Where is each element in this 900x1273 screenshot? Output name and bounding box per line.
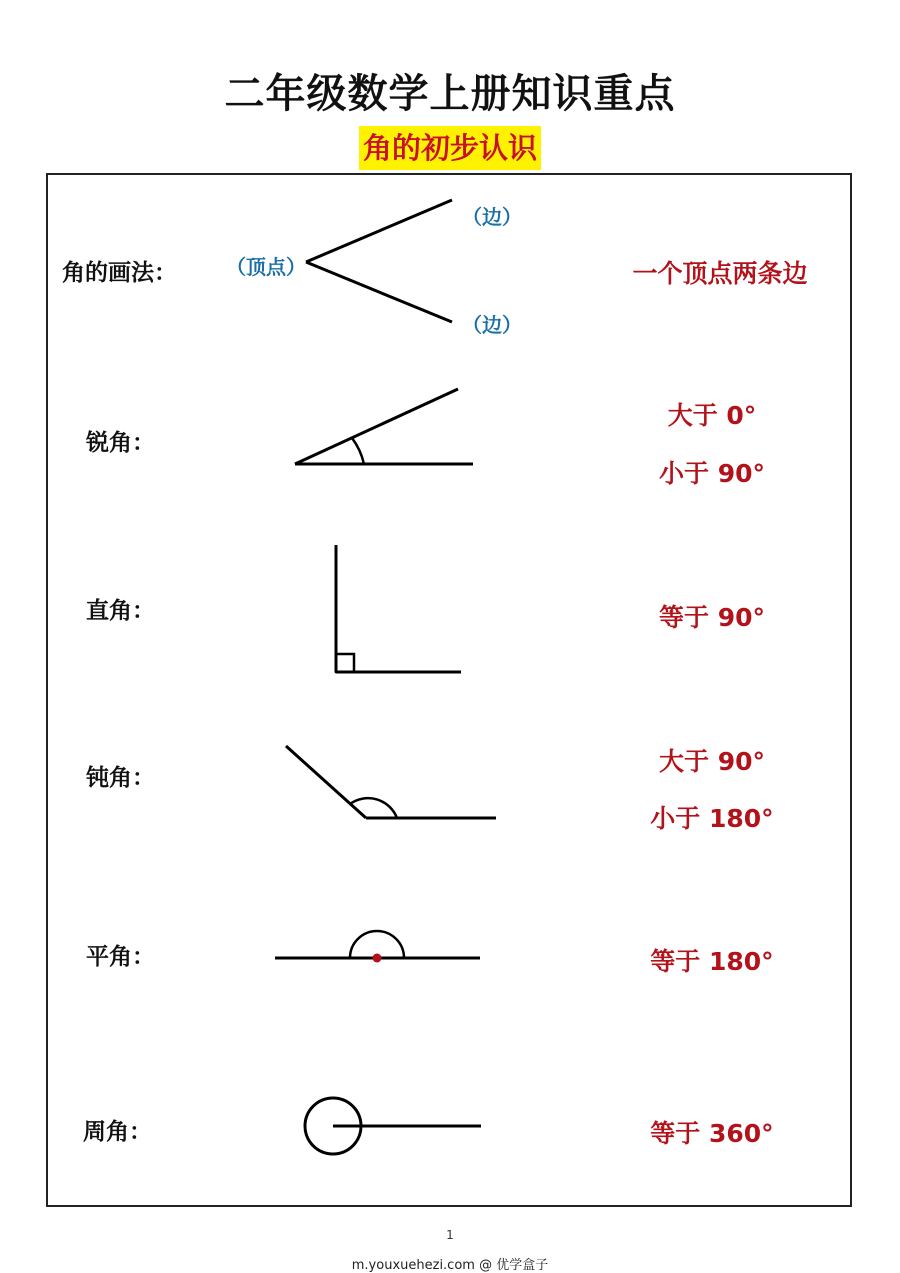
obtuse-angle-figure [286,746,496,818]
straight-angle-label: 平角： [86,944,155,970]
straight-angle-line-1: 等于 180° [650,947,774,976]
section-subtitle: 角的初步认识 [359,126,541,170]
obtuse-angle-line-1: 大于 90° [659,747,765,776]
vertex-dot [373,954,382,963]
full-angle-line-1: 等于 360° [650,1119,774,1148]
page-number: 1 [446,1228,454,1242]
right-angle-figure [336,545,461,672]
vertex-label: （顶点） [226,255,306,279]
acute-angle-label: 锐角： [86,430,155,456]
right-angle-label: 直角： [86,598,155,624]
acute-angle-figure [295,389,473,464]
angle-drawing-figure [306,200,452,322]
side-bottom-label: （边） [462,313,522,337]
page-title: 二年级数学上册知识重点 [224,71,676,117]
right-angle-line-1: 等于 90° [659,603,765,632]
footer-link[interactable]: m.youxuehezi.com @ 优学盒子 [351,1258,549,1273]
obtuse-angle-line-2: 小于 180° [650,804,774,833]
angle-drawing-description: 一个顶点两条边 [632,259,808,288]
side-top-label: （边） [462,205,522,229]
acute-angle-line-2: 小于 90° [659,459,765,488]
acute-angle-line-1: 大于 0° [667,401,757,430]
angle-drawing-label: 角的画法： [62,260,177,286]
full-angle-label: 周角： [83,1119,152,1145]
full-angle-figure [305,1098,481,1154]
straight-angle-figure [275,931,480,963]
obtuse-angle-label: 钝角： [86,765,155,791]
